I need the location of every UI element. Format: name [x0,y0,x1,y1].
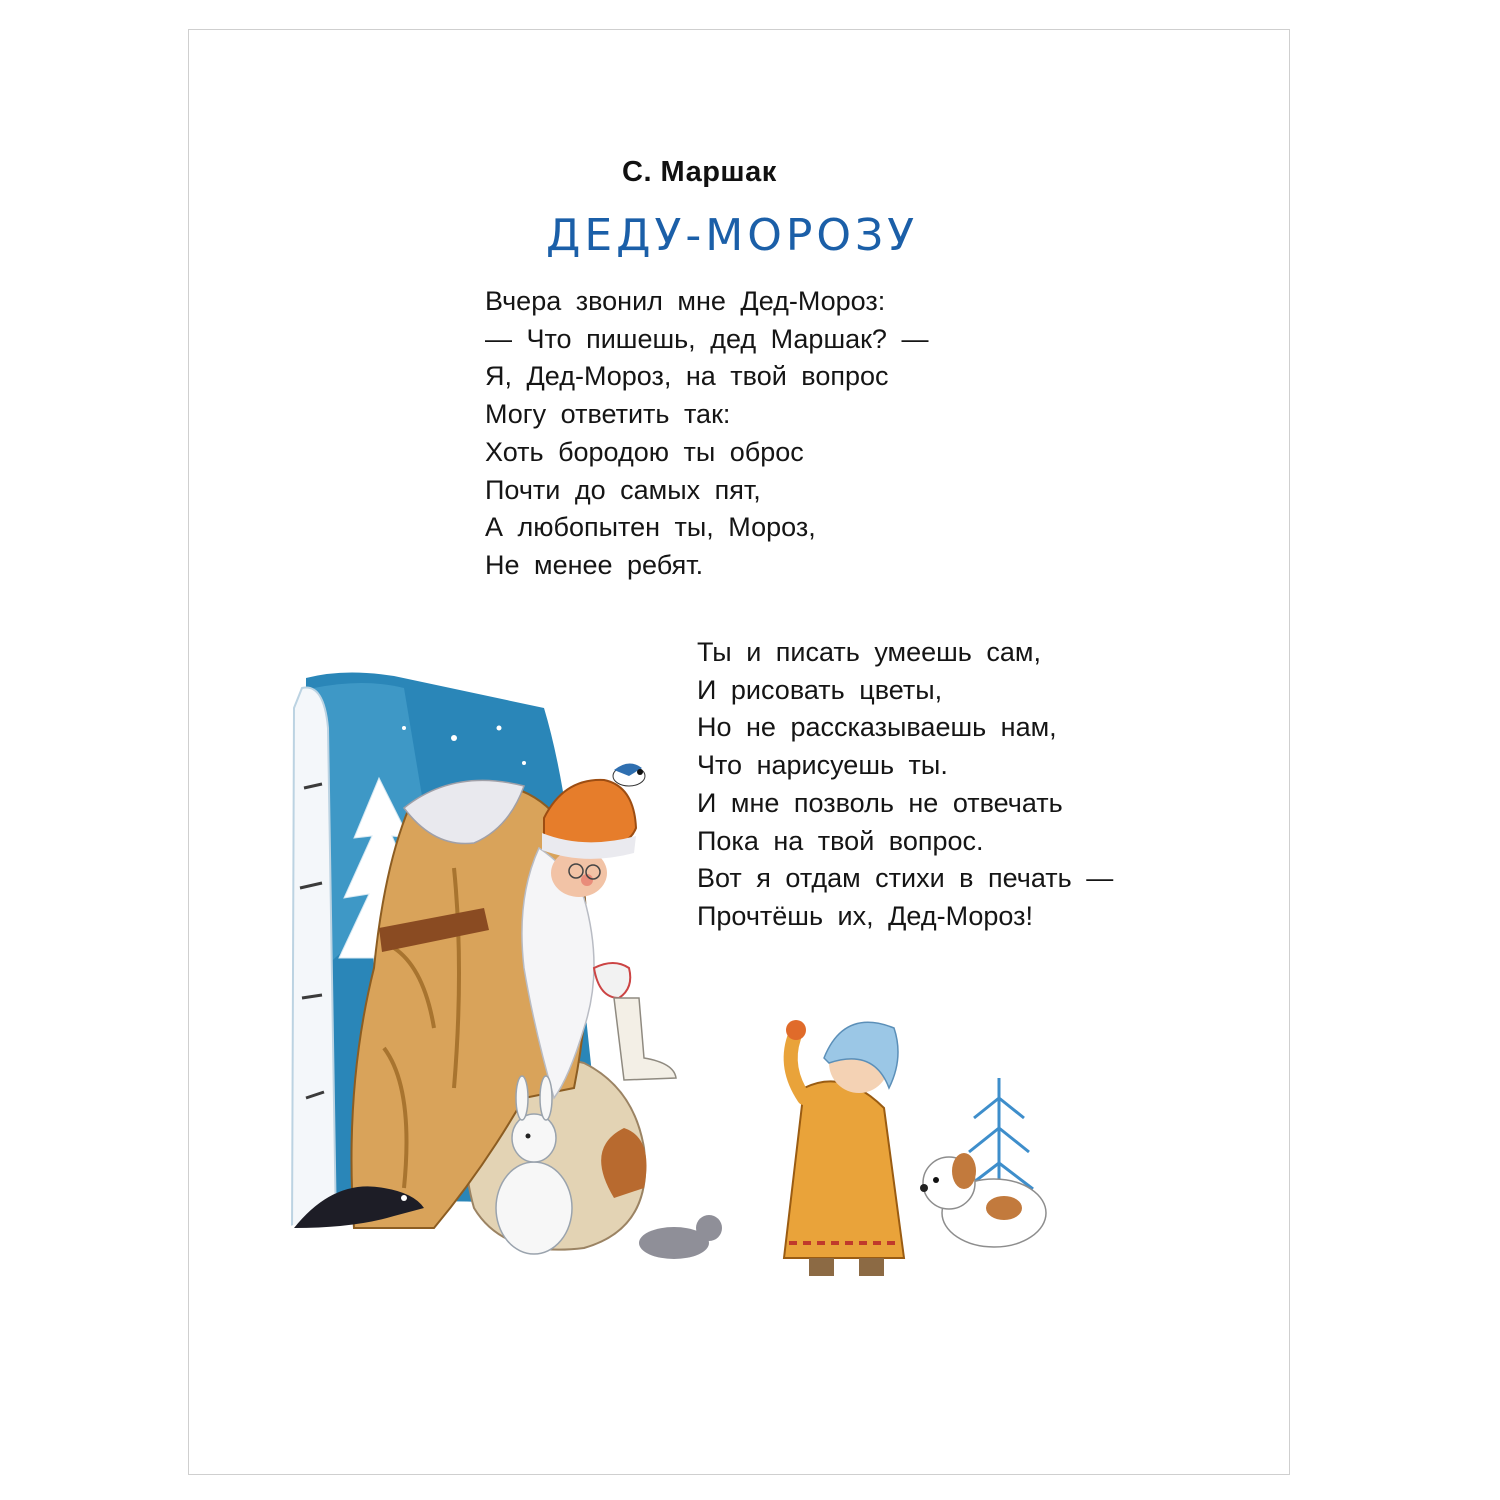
ded-moroz-illustration [284,668,1064,1290]
poem-line: Прочтёшь их, Дед-Мороз! [697,900,1033,931]
poem-line: Я, Дед-Мороз, на твой вопрос [485,361,889,392]
poem-line: И мне позволь не отвечать [697,787,1063,818]
blue-tit-bird [613,763,645,786]
poem-title: ДЕДУ-МОРОЗУ [546,210,919,261]
poem-line: Могу ответить так: [485,399,731,430]
poem-line: Ты и писать умеешь сам, [697,637,1041,667]
poem-line: Хоть бородою ты оброс [485,436,804,467]
poem-line: Вот я отдам стихи в печать — [697,863,1114,894]
little-girl [784,1020,904,1276]
toy-boots [614,998,676,1080]
poem-line: Не менее ребят. [485,549,704,580]
poem-line: И рисовать цветы, [697,674,943,705]
poem-line: Что нарисуешь ты. [697,750,948,781]
poem-line: Но не рассказываешь нам, [697,712,1057,743]
birch-tree [292,688,336,1237]
poem-line: А любопытен ты, Мороз, [485,512,816,543]
poem-line: Пока на твой вопрос. [697,825,984,856]
poem-author: С. Маршак [622,156,777,188]
poem-stanza-1 [485,283,928,585]
poem-line: Вчера звонил мне Дед-Мороз: [485,286,886,316]
poem-line: — Что пишешь, дед Маршак? — [485,323,929,354]
poem-line: Почти до самых пят, [485,474,761,505]
